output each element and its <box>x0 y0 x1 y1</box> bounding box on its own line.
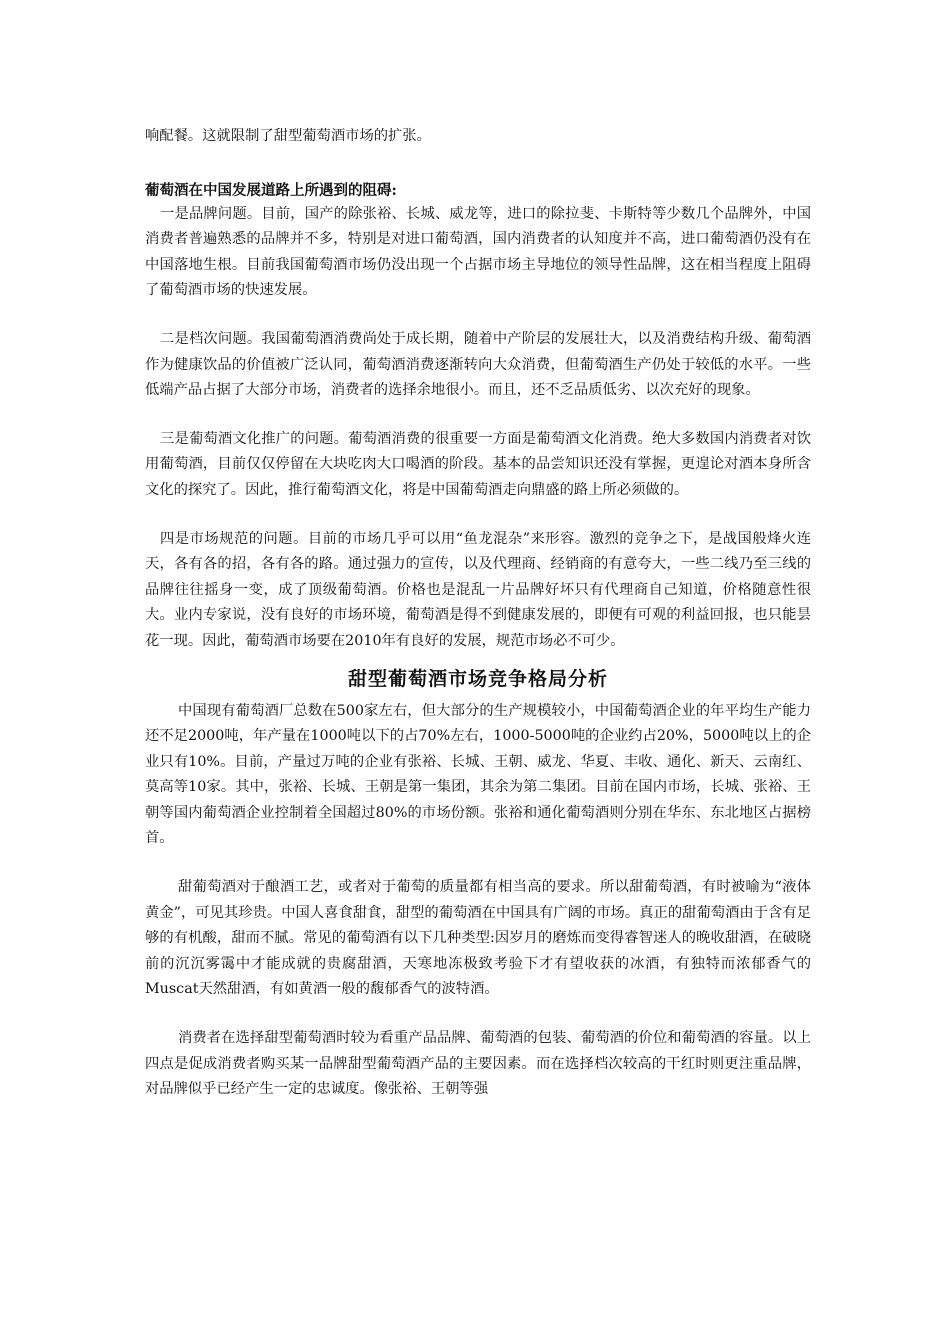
obstacle-paragraph-grade: 二是档次问题。我国葡萄酒消费尚处于成长期，随着中产阶层的发展壮大，以及消费结构升级、葡萄酒作为健康饮品的价值被广泛认同，葡萄酒消费逐渐转向大众消费，但葡萄酒生产仍处于较低的水平。一些低端产品占据了大部分市场，消费者的选择余地很小。而且，还不乏品质低劣、以次充好的现象。 <box>145 330 811 399</box>
paragraph-gap <box>145 1003 811 1026</box>
analysis-paragraph-consumer: 消费者在选择甜型葡萄酒时较为看重产品品牌、葡萄酒的包装、葡萄酒的价位和葡萄酒的容量。以上四点是促成消费者购买某一品牌甜型葡萄酒产品的主要因素。而在选择档次较高的干红时则更注重品牌，对品牌似乎已经产生一定的忠诚度。像张裕、王朝等强 <box>145 1030 811 1098</box>
intro-paragraph: 响配餐。这就限制了甜型葡萄酒市场的扩张。 <box>145 128 431 144</box>
obstacle-paragraph-brand: 一是品牌问题。目前，国产的除张裕、长城、威龙等，进口的除拉斐、卡斯特等少数几个品牌外，中国消费者普遍熟悉的品牌并不多，特别是对进口葡萄酒，国内消费者的认知度并不高，进口葡萄酒仍没有在中国落地生根。目前我国葡萄酒市场仍没出现一个占据市场主导地位的领导性品牌，这在相当程度上阻碍了葡萄酒市场的快速发展。 <box>145 205 811 299</box>
paragraph-gap <box>145 404 811 427</box>
section-title: 甜型葡萄酒市场竞争格局分析 <box>347 667 608 690</box>
paragraph-gap <box>145 304 811 327</box>
analysis-paragraph-sweet-wine: 甜葡萄酒对于酿酒工艺，或者对于葡萄的质量都有相当高的要求。所以甜葡萄酒，有时被喻为“液体黄金”，可见其珍贵。中国人喜食甜食，甜型的葡萄酒在中国具有广阔的市场。真正的甜葡萄酒由于含有足够的有机酸，甜而不腻。常见的葡萄酒有以下几种类型:因岁月的磨炼而变得睿智迷人的晚收甜酒，在破晓前的沉沉雾霭中才能成就的贵腐甜酒，天寒地冻极致考验下才有望收获的冰酒，有独特而浓郁香气的Muscat天然甜酒，有如黄酒一般的馥郁香气的波特酒。 <box>145 879 811 998</box>
paragraph-gap <box>145 852 811 875</box>
obstacles-heading: 葡萄酒在中国发展道路上所遇到的阻碍: <box>145 181 397 199</box>
obstacle-paragraph-culture: 三是葡萄酒文化推广的问题。葡萄酒消费的很重要一方面是葡萄酒文化消费。绝大多数国内消费者对饮用葡萄酒，目前仅仅停留在大块吃肉大口喝酒的阶段。基本的品尝知识还没有掌握，更遑论对酒本身所含文化的探究了。因此，推行葡萄酒文化，将是中国葡萄酒走向鼎盛的路上所必须做的。 <box>145 430 811 498</box>
analysis-paragraph-industry: 中国现有葡萄酒厂总数在500家左右，但大部分的生产规模较小，中国葡萄酒企业的年平均生产能力还不足2000吨，年产量在1000吨以下的占70%左右，1000-5000吨的企业约占20%，5000吨以上的企业只有10%。目前，产量过万吨的企业有张裕、长城、王朝、威龙、华夏、丰收、通化、新天、云南红、莫高等10家。其中，张裕、长城、王朝是第一集团，其余为第二集团。目前在国内市场，长城、张裕、王朝等国内葡萄酒企业控制着全国超过80%的市场份额。张裕和通化葡萄酒则分别在华东、东北地区占据榜首。 <box>145 702 811 847</box>
paragraph-gap <box>145 504 811 527</box>
document-body <box>145 124 811 1103</box>
obstacle-paragraph-market: 四是市场规范的问题。目前的市场几乎可以用“鱼龙混杂”来形容。激烈的竞争之下，是战国般烽火连天，各有各的招，各有各的路。通过强力的宣传，以及代理商、经销商的有意夸大，一些二线乃至三线的品牌往往摇身一变，成了顶级葡萄酒。价格也是混乱一片品牌好坏只有代理商自己知道，价格随意性很大。业内专家说，没有良好的市场环境，葡萄酒是得不到健康发展的，即便有可观的利益回报，也只能昙花一现。因此，葡萄酒市场要在2010年有良好的发展，规范市场必不可少。 <box>145 530 811 649</box>
